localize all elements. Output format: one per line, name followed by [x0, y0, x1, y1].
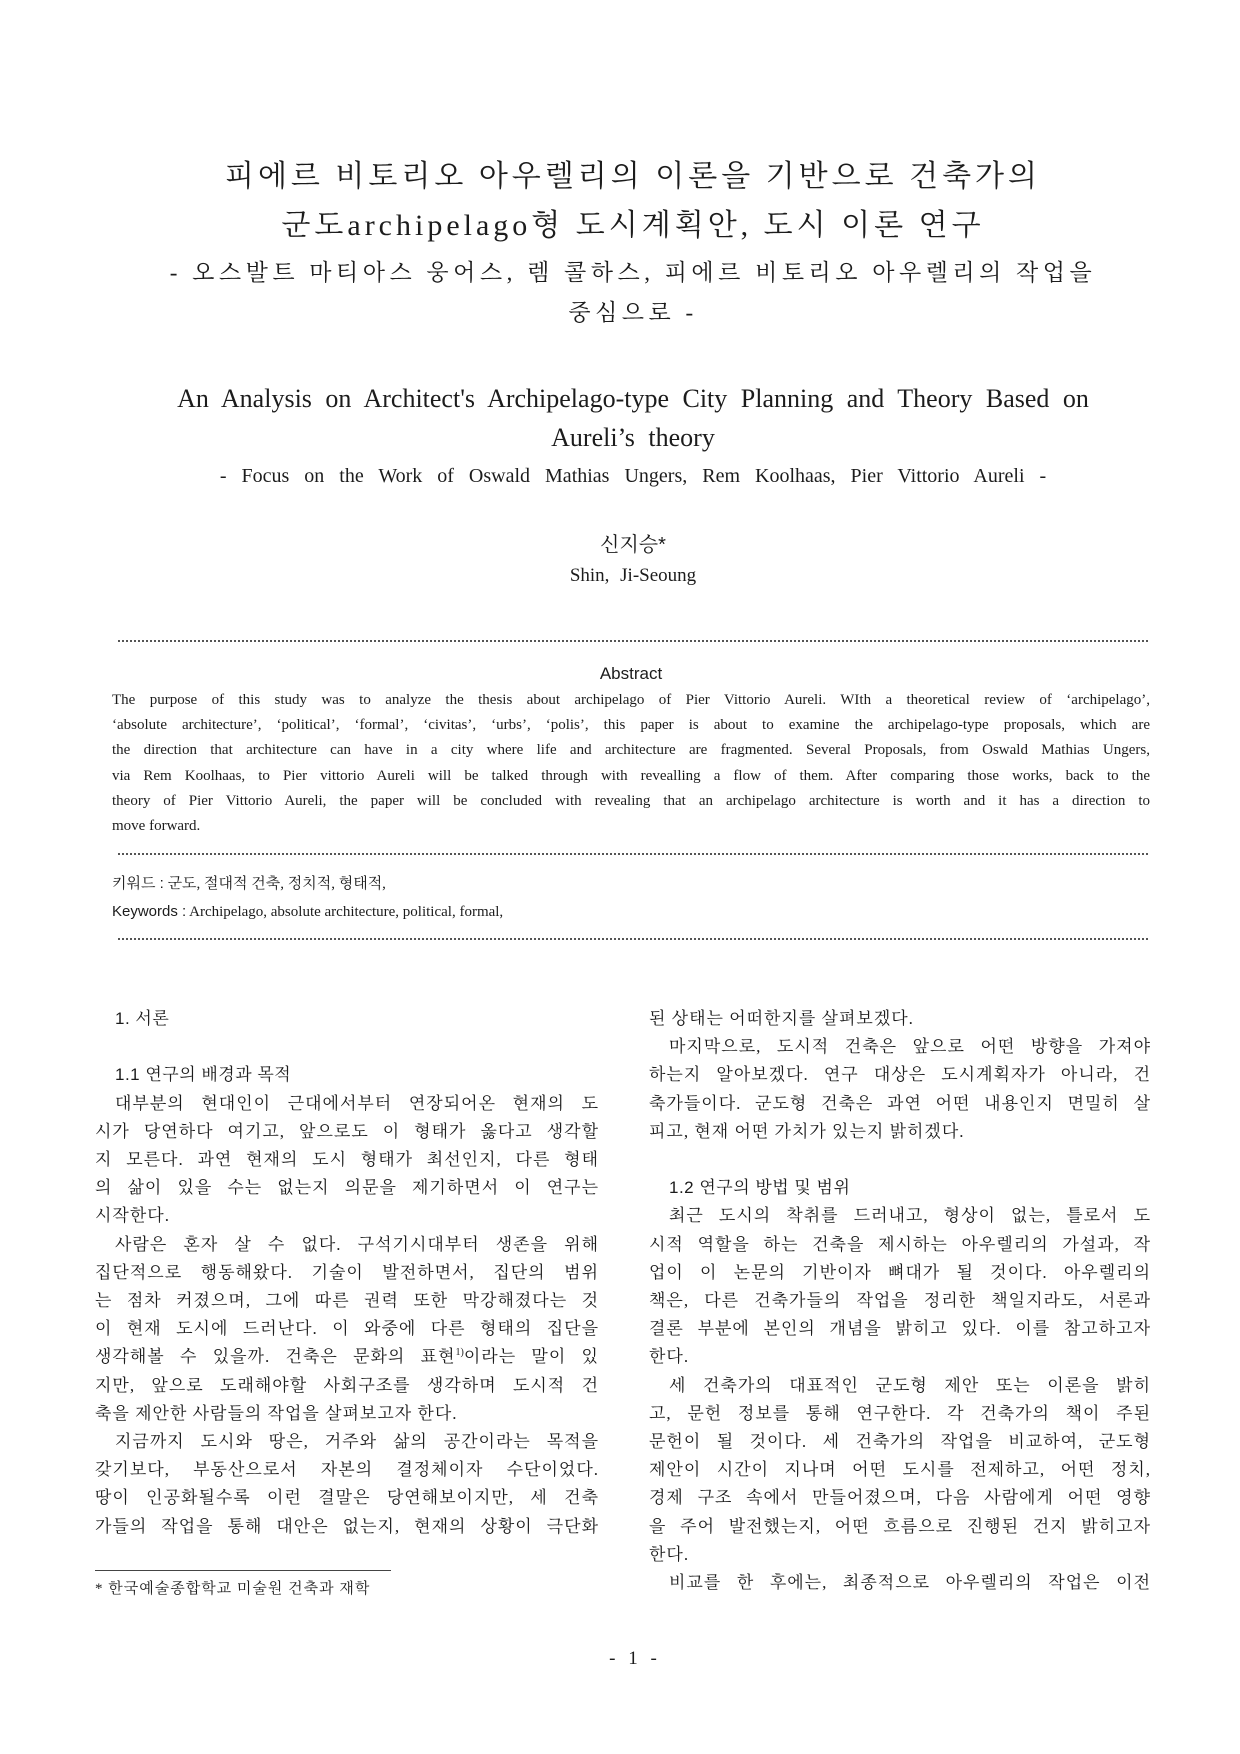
title-block-korean — [118, 152, 1148, 250]
page-number: - 1 - — [609, 1648, 657, 1669]
english-title-line: Aureli’s theory — [551, 423, 715, 452]
body-line: 의 삶이 있을 수는 없는지 의문을 제기하면서 이 연구는 — [95, 1178, 599, 1198]
body-line: 경제 구조 속에서 만들어졌으며, 다음 사람에게 어떤 영향 — [649, 1488, 1151, 1508]
keywords-english — [112, 898, 1150, 926]
abstract-heading: Abstract — [599, 664, 663, 683]
korean-title-line: 군도archipelago형 도시계획안, 도시 이론 연구 — [281, 209, 985, 242]
dotted-divider — [118, 853, 1148, 855]
section-heading: 1. 서론 — [115, 1009, 170, 1028]
paragraph — [649, 1569, 1151, 1597]
body-line: 시적 역할을 하는 건축을 제시하는 아우렐리의 가설과, 작 — [649, 1234, 1151, 1254]
body-line: 비교를 한 후에는, 최종적으로 아우렐리의 작업은 이전 — [669, 1573, 1151, 1593]
body-line: 한다. — [649, 1544, 690, 1564]
title-block-english — [118, 379, 1148, 457]
body-line: 하는지 알아보겠다. 연구 대상은 도시계획자가 아니라, 건 — [649, 1065, 1151, 1085]
body-line: 지 모른다. 과연 현재의 도시 형태가 최선인지, 다른 형태 — [95, 1150, 599, 1169]
paragraph — [95, 1231, 599, 1428]
english-title-line: An Analysis on Architect's Archipelago-type City Planning and Theory Based on — [177, 384, 1089, 413]
abstract-line: ‘absolute architecture’, ‘political’, ‘formal’, ‘civitas’, ‘urbs’, ‘polis’, this paper is about to examine the archipelago-type proposals, which are — [112, 717, 1150, 734]
korean-subtitle-line: - 오스발트 마티아스 웅어스, 렘 콜하스, 피에르 비토리오 아우렐리의 작업을 — [169, 260, 1097, 285]
korean-subtitle-line: 중심으로 - — [568, 300, 698, 325]
author-name-english: Shin, Ji-Seoung — [569, 565, 697, 586]
keywords-korean — [112, 870, 1150, 898]
paragraph — [95, 1090, 599, 1231]
dotted-divider — [118, 938, 1148, 940]
body-line: 축가들이다. 군도형 건축은 과연 어떤 내용인지 면밀히 살 — [649, 1093, 1151, 1113]
body-line: 마지막으로, 도시적 건축은 앞으로 어떤 방향을 가져야 — [669, 1037, 1151, 1057]
body-line: 을 주어 발전했는지, 어떤 흐름으로 진행된 건지 밝히고자 — [649, 1516, 1151, 1536]
body-line: 축을 제안한 사람들의 작업을 살펴보고자 한다. — [95, 1403, 458, 1423]
body-left-column — [95, 1005, 599, 1541]
body-line: 시가 당연하다 여기고, 앞으로도 이 형태가 옳다고 생각할 — [95, 1121, 599, 1141]
abstract-line: the direction that architecture can have in a city where life and architecture are fragmented. Several Proposals, from Oswald Mathias Ungers, — [112, 742, 1150, 759]
dotted-divider — [118, 640, 1148, 642]
keywords-label: 키워드 : — [112, 875, 164, 892]
body-line: 시작한다. — [95, 1206, 170, 1226]
footnote-ref: 1) — [455, 1347, 464, 1359]
body-line: 제안이 시간이 지나며 어떤 도시를 전제하고, 어떤 정치, — [649, 1460, 1151, 1480]
body-line: 세 건축가의 대표적인 군도형 제안 또는 이론을 밝히 — [669, 1375, 1151, 1395]
paragraph — [649, 1372, 1151, 1569]
abstract-line: via Rem Koolhaas, to Pier vittorio Aureli will be talked through with revealling a flow of them. After comparing those works, back to the — [112, 767, 1150, 784]
body-line: 지금까지 도시와 땅은, 거주와 삶의 공간이라는 목적을 — [115, 1432, 599, 1452]
body-line: 책은, 다른 건축가들의 작업을 정리한 책일지라도, 서론과 — [649, 1291, 1151, 1311]
body-line: 결론 부분에 본인의 개념을 밝히고 있다. 이를 참고하고자 — [649, 1319, 1151, 1339]
body-line: 집단적으로 행동해왔다. 기술이 발전하면서, 집단의 범위 — [95, 1262, 599, 1282]
body-line: 된 상태는 어떠한지를 살펴보겠다. — [649, 1009, 914, 1028]
body-line: 사람은 혼자 살 수 없다. 구석기시대부터 생존을 위해 — [115, 1234, 599, 1254]
body-line: 대부분의 현대인이 근대에서부터 연장되어온 현재의 도 — [115, 1093, 599, 1113]
footnote-text: * 한국예술종합학교 미술원 건축과 재학 — [95, 1581, 371, 1597]
subtitle-block-korean — [118, 253, 1148, 333]
abstract-line: move forward. — [112, 818, 201, 835]
body-line: 피고, 현재 어떤 가치가 있는지 밝히겠다. — [649, 1121, 965, 1141]
body-line: 최근 도시의 착취를 드러내고, 형상이 없는, 틀로서 도 — [669, 1206, 1151, 1226]
author-name-korean: 신지승* — [600, 534, 666, 556]
body-line: 갖기보다, 부동산으로서 자본의 결정체이자 수단이었다. — [95, 1460, 599, 1480]
subsection-heading: 1.1 연구의 배경과 목적 — [115, 1065, 292, 1085]
english-subtitle: - Focus on the Work of Oswald Mathias Ungers, Rem Koolhaas, Pier Vittorio Aureli - — [219, 465, 1047, 487]
korean-title-line: 피에르 비토리오 아우렐리의 이론을 기반으로 건축가의 — [224, 160, 1042, 193]
body-line: 지만, 앞으로 도래해야할 사회구조를 생각하며 도시적 건 — [95, 1375, 599, 1395]
line-text: 이라는 말이 있 — [463, 1347, 599, 1367]
body-line: 한다. — [649, 1347, 690, 1367]
keywords-value: 군도, 절대적 건축, 정치적, 형태적, — [167, 876, 386, 892]
abstract-block — [112, 688, 1150, 839]
body-line: 업이 이 논문의 기반이자 뼈대가 될 것이다. 아우렐리의 — [649, 1262, 1151, 1282]
body-line — [95, 1343, 599, 1371]
keywords-label: Keywords : — [112, 903, 187, 920]
footnote-rule — [95, 1570, 391, 1571]
abstract-line: theory of Pier Vittorio Aureli, the paper will be concluded with revealing that an archipelago architecture is worth and it has a direction to — [112, 792, 1150, 809]
subsection-heading: 1.2 연구의 방법 및 범위 — [669, 1178, 851, 1198]
body-right-column — [649, 1005, 1151, 1597]
body-line: 이 현재 도시에 드러난다. 이 와중에 다른 형태의 집단을 — [95, 1319, 599, 1339]
abstract-line: The purpose of this study was to analyze the thesis about archipelago of Pier Vittorio Aureli. WIth a theoretical review of ‘archipelago’, — [112, 692, 1150, 708]
body-line: 문헌이 될 것이다. 세 건축가의 작업을 비교하여, 군도형 — [649, 1432, 1151, 1452]
paragraph — [649, 1033, 1151, 1146]
keywords-value: Archipelago, absolute architecture, political, formal, — [189, 904, 504, 920]
paragraph — [649, 1005, 1151, 1033]
paragraph — [95, 1428, 599, 1541]
body-line: 땅이 인공화될수록 이런 결말은 당연해보이지만, 세 건축 — [95, 1488, 599, 1508]
body-line: 는 점차 커졌으며, 그에 따른 권력 또한 막강해졌다는 것 — [95, 1291, 599, 1311]
paragraph — [649, 1202, 1151, 1371]
line-text: 생각해볼 수 있을까. 건축은 문화의 표현 — [95, 1347, 456, 1367]
body-line: 가들의 작업을 통해 대안은 없는지, 현재의 상황이 극단화 — [95, 1516, 599, 1536]
body-line: 고, 문헌 정보를 통해 연구한다. 각 건축가의 책이 주된 — [649, 1403, 1151, 1423]
